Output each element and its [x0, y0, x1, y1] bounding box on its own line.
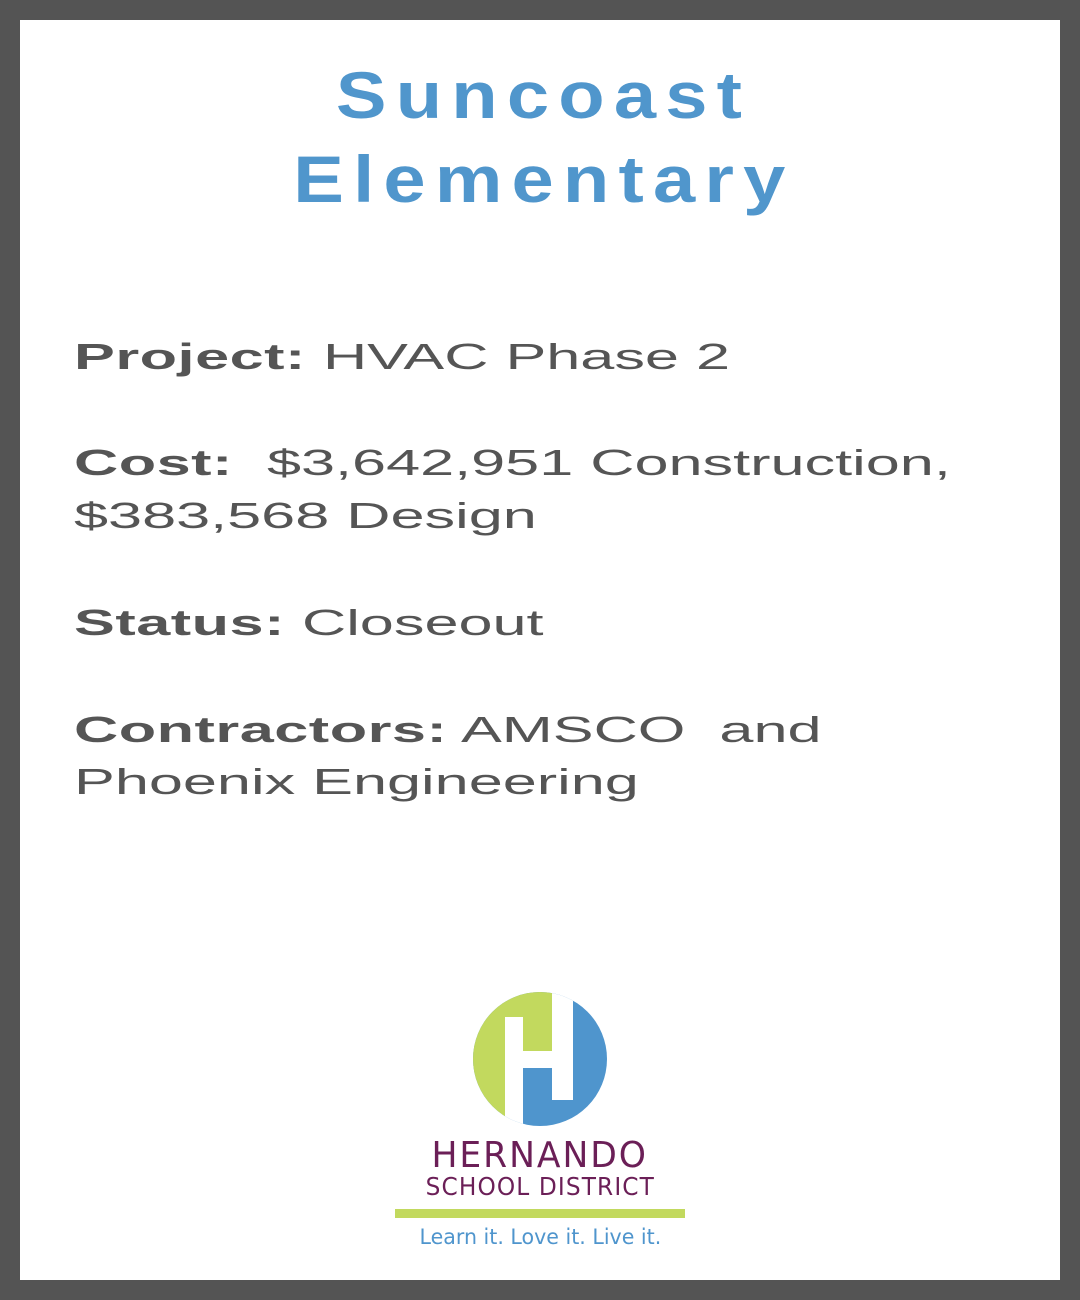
- school-title-line-2: Elementary: [293, 142, 795, 216]
- hernando-h-circle-icon: [460, 985, 620, 1135]
- project-value: HVAC Phase 2: [305, 336, 731, 377]
- status-row: [74, 602, 544, 643]
- project-label: Project:: [74, 336, 306, 377]
- logo-divider-bar: [395, 1209, 685, 1218]
- school-title-line-1: Suncoast: [336, 58, 752, 132]
- status-label: Status:: [74, 602, 286, 643]
- logo-district-subname: SCHOOL DISTRICT: [425, 1172, 655, 1201]
- cost-row-continued: [74, 495, 537, 536]
- contractors-label: Contractors:: [74, 709, 448, 750]
- contractors-row-continued: [74, 761, 639, 802]
- contractors-value: AMSCO and: [447, 709, 822, 750]
- contractors-row: [74, 709, 822, 750]
- cost-row: [74, 442, 951, 483]
- logo-district-name: HERNANDO: [431, 1135, 649, 1176]
- logo-tagline: Learn it. Love it. Live it.: [419, 1225, 661, 1249]
- contractors-value-continued: Phoenix Engineering: [74, 761, 639, 802]
- cost-construction-value: $3,642,951 Construction,: [232, 442, 951, 483]
- project-row: [74, 336, 731, 377]
- cost-design-value: $383,568 Design: [74, 495, 537, 536]
- cost-label: Cost:: [74, 442, 233, 483]
- status-value: Closeout: [285, 602, 544, 643]
